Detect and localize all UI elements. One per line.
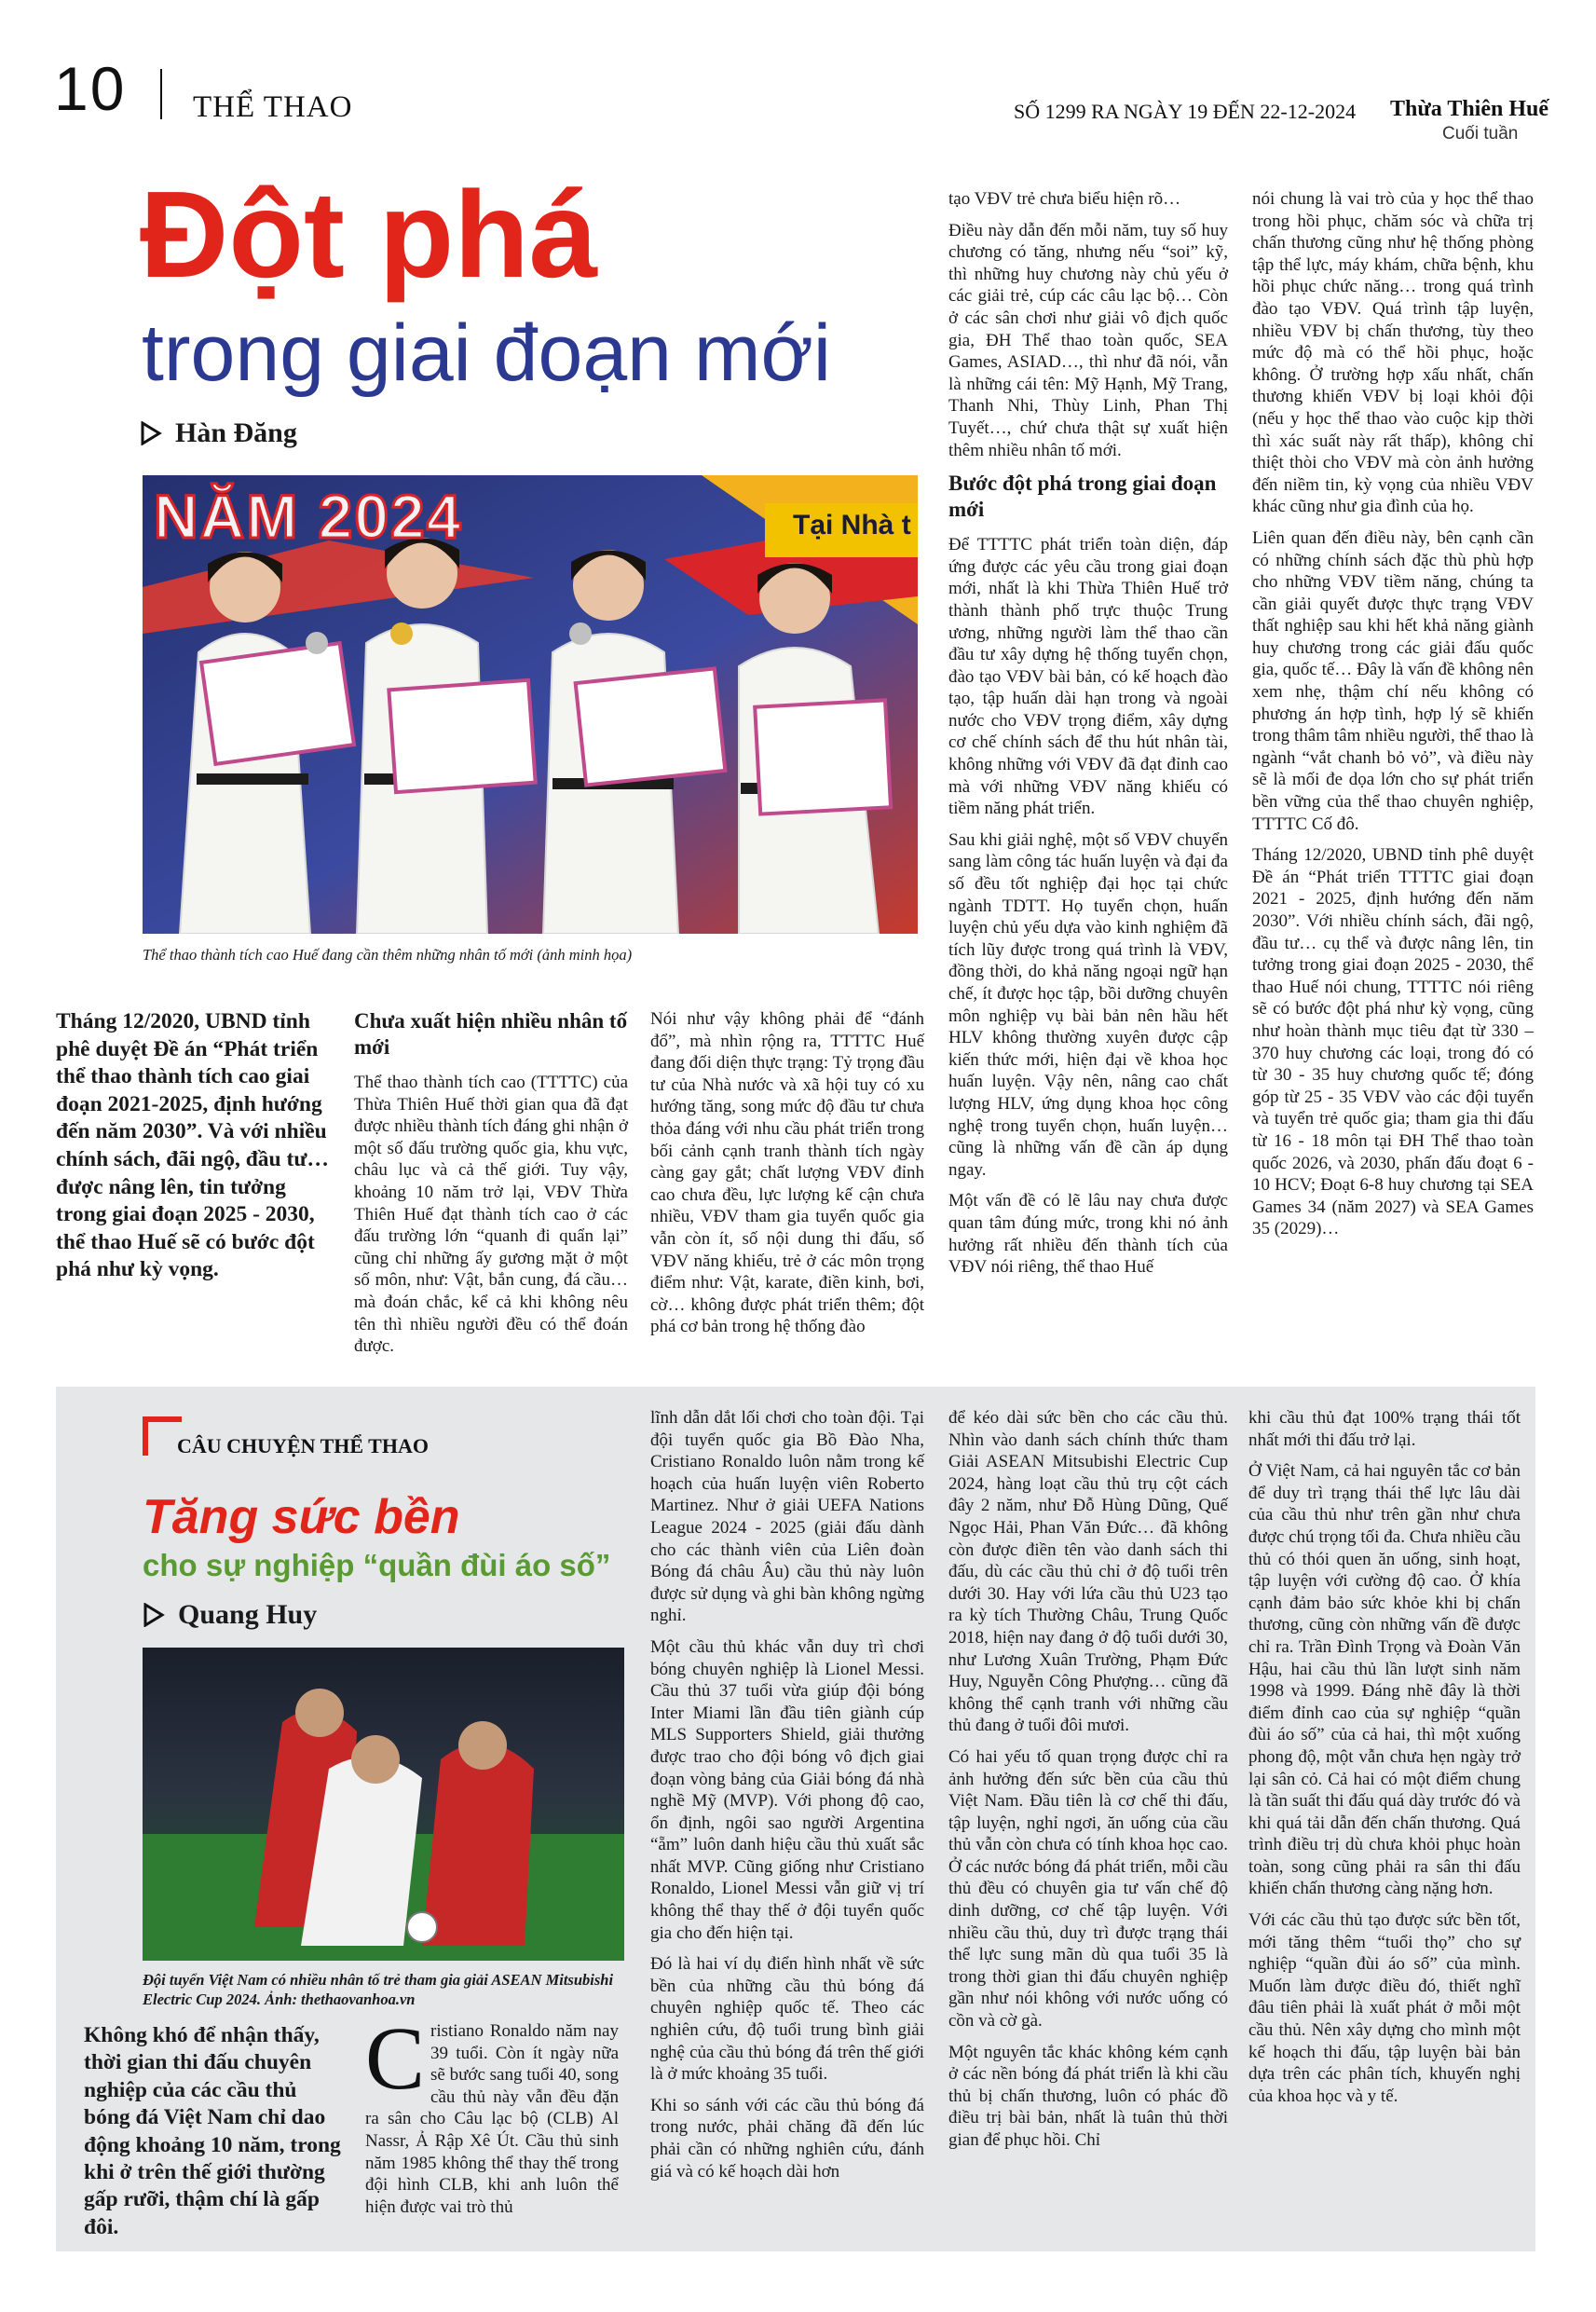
article2-photo: [143, 1648, 624, 1961]
paragraph: Thể thao thành tích cao (TTTTC) của Thừa Thiên Huế thời gian qua đã đạt được nhiều thành tích đáng ghi nhận ở một số đấu trường quốc gia, khu vực, châu lục và cả thế giới. Tuy vậy, khoảng 10 năm trở lại, VĐV Thừa Thiên Huế đạt thành tích cao ở các đấu trường lớn “quanh đi quẩn lại” cũng chỉ những ấy gương mặt ở một số môn, như: Vật, bắn cung, đá cầu… mà đoán chắc, kể cả khi không nêu tên thì nhiều người đều có thể đoán được.: [354, 1073, 628, 1357]
brand-logo: [1390, 97, 1549, 162]
article2-byline: [143, 1599, 317, 1633]
page-number: 10: [54, 54, 127, 123]
paragraph: Với các cầu thủ tạo được sức bền tốt, mới tăng thêm “tuổi thọ” cho sự nghiệp “quần đùi áo số” của mình. Muốn làm được điều đó, thiết nghĩ đâu tiên phải là xuất phát ở mỗi một cầu thủ. Nên xây dựng cho mình một kế hoạch thi đấu, tập luyện bài bản dựa trên các phân tích, khuyến nghị của khoa học và y tế.: [1248, 1910, 1521, 2106]
paragraph: Nói như vậy không phải để “đánh đổ”, mà nhìn rộng ra, TTTTC Huế đang đối diện thực trạng: Tỷ trọng đầu tư của Nhà nước và xã hội tuy có xu hướng tăng, song mức độ đầu tư chưa thỏa đáng với nhu cầu phát triển trong bối cảnh cạnh tranh thành tích ngày càng gay gắt; chất lượng VĐV đỉnh cao chưa đều, lực lượng kế cận chưa nhiều, VĐV tham gia tuyển quốc gia vẫn còn ít, số nội dung thi đấu, số VĐV năng khiếu, trẻ ở các môn trọng điểm như: Vật, karate, điền kinh, bơi, cờ… không được phát triển thêm; đột phá cơ bản trong hệ thống đào: [650, 1009, 924, 1337]
article2-photo-caption: Đội tuyển Việt Nam có nhiều nhân tố trẻ tham gia giải ASEAN Mitsubishi Electric Cup 2024. Ảnh: thethaovanhoa.vn: [143, 1971, 614, 2008]
paragraph: khi cầu thủ đạt 100% trạng thái tốt nhất mới thi đấu trở lại.: [1248, 1408, 1521, 1450]
kicker-bracket-icon: [143, 1416, 182, 1456]
paragraph: Để TTTTC phát triển toàn diện, đáp ứng được các yêu cầu trong giai đoạn mới, nhất là khi Thừa Thiên Huế trở thành thành phố trực thuộc Trung ương, những người làm thể thao cần đầu tư xây dựng hệ thống tuyển chọn, đào tạo VĐV bài bản, có kế hoạch đào tạo, tập huấn dài hạn trong và ngoài nước cho VĐV trọng điểm, xây dựng cơ chế chính sách để thu hút nhân tài, không những với VĐV đã đạt đỉnh cao mà với những VĐV năng khiếu có tiềm năng phát triển.: [948, 535, 1228, 819]
article2-lead: Không khó để nhận thấy, thời gian thi đấu chuyên nghiệp của các cầu thủ bóng đá Việt Nam chỉ dao động khoảng 10 năm, trong khi ở trên thế giới thường gấp rưỡi, thậm chí là gấp đôi.: [84, 2023, 341, 2239]
issue-info: SỐ 1299 RA NGÀY 19 ĐẾN 22-12-2024: [1014, 100, 1357, 123]
article1-byline: [140, 417, 297, 451]
article2-title: Tăng sức bền: [143, 1490, 460, 1544]
article2-kicker-text: CÂU CHUYỆN THỂ THAO: [177, 1434, 429, 1457]
article1-photo-caption: Thể thao thành tích cao Huế đang cần thêm những nhân tố mới (ảnh minh họa): [143, 946, 633, 964]
football-photo-illustration: [143, 1648, 624, 1961]
header-divider: [160, 69, 162, 119]
article1-column-4: [948, 188, 1228, 1288]
photo-banner-text: NĂM 2024: [154, 482, 463, 551]
paragraph: nói chung là vai trò của y học thể thao trong hồi phục, chăm sóc và chữa trị chấn thương cũng như hệ thống phòng tập thể lực, máy khám, chữa bệnh, khu hồi phục chức năng… trong quá trình đào tạo VĐV. Quá trình tập luyện, nhiều VĐV bị chấn thương, tùy theo mức độ mà có thể hồi phục, hoặc không. Ở trường hợp xấu nhất, chấn thương khiến VĐV bị loại khỏi đội (nếu y học thể thao vào cuộc kịp thời thì xác suất này rất thấp), không chỉ thiệt thòi cho VĐV mà còn ảnh hưởng đến niềm tin, kỳ vọng của nhiều VĐV khác cũng như gia đình của họ.: [1252, 189, 1534, 517]
article2-author: Quang Huy: [178, 1599, 318, 1630]
article1-author: Hàn Đăng: [175, 417, 297, 448]
article2-column-4: [948, 1407, 1228, 2161]
paragraph: Liên quan đến điều này, bên cạnh cần có những chính sách đặc thù phù hợp cho những VĐV tiềm năng, chúng ta cần giải quyết được thực trạng VĐV thất nghiệp sau khi hết khả năng giành huy chương trong các giải đấu quốc gia, quốc tế… Đây là vấn đề không nên xem nhẹ, thậm chí nếu không có phương án hợp tình, hợp lý sẽ khiến trong thâm tâm nhiều người, thể thao là ngành “vắt chanh bỏ vỏ”, và điều này sẽ là mối đe dọa lớn cho sự phát triển bền vững của thể thao chuyên nghiệp, TTTTC Cố đô.: [1252, 527, 1534, 834]
paragraph: tạo VĐV trẻ chưa biểu hiện rõ…: [948, 189, 1181, 209]
paragraph: Một nguyên tắc khác không kém cạnh ở các nền bóng đá phát triển là khi cầu thủ bị chấn thương, luôn có phác đồ điều trị bài bản, nhất là tuân thủ thời gian để phục hồi. Chỉ: [948, 2042, 1228, 2150]
article2-subtitle: cho sự nghiệp “quần đùi áo số”: [143, 1548, 611, 1582]
paragraph: Sau khi giải nghệ, một số VĐV chuyển sang làm công tác huấn luyện và đại đa số đều tốt nghiệp đại học tại chức ngành TDTT. Họ tuyển chọn, huấn luyện chủ yếu dựa vào kinh nghiệm đã tích lũy được trong quá trình là VĐV, đồng thời, do khả năng ngoại ngữ hạn chế, ít được học tập, bồi dưỡng chuyên môn nghiệp vụ bài bản nên hầu hết HLV không thường xuyên được cập kiến thức mới, hiện đại về khoa học huấn luyện. Vậy nên, nâng cao chất lượng HLV, ứng dụng khoa học công nghệ trong tuyển chọn, huấn luyện… cũng là những vấn đề cần áp dụng ngay.: [948, 829, 1228, 1180]
page-header: [0, 0, 1596, 144]
article1-column-2: [354, 1003, 628, 1367]
article1-photo: [143, 475, 918, 934]
paragraph: Tháng 12/2020, UBND tỉnh phê duyệt Đề án “Phát triển TTTTC giai đoạn 2021 - 2025, định hướng đến năm 2030”. Với nhiều chính sách, đãi ngộ, đầu tư… cụ thể và được nâng lên, tin tưởng trong giai đoạn 2025 - 2030, thể thao Huế nói chung, TTTTC nói riêng sẽ có bước đột phá như kỳ vọng, cũng như hoàn thành mục tiêu đạt từ 330 – 370 huy chương các loại, trong đó có từ 30 - 35 huy chương quốc tế; đóng góp từ 25 - 35 VĐV vào các đội tuyển và tuyển trẻ quốc gia; tham gia thi đấu từ 16 - 18 môn tại ĐH Thể thao toàn quốc 2026, và 2030, phấn đấu đoạt 6 - 10 HCV; Đoạt 6-8 huy chương tại SEA Games 34 (năm 2027) và SEA Games 35 (2029)…: [1252, 845, 1534, 1239]
photo-banner-right: Tại Nhà t: [793, 510, 911, 540]
paragraph: lĩnh dẫn dắt lối chơi cho toàn đội. Tại đội tuyển quốc gia Bồ Đào Nha, Cristiano Ronaldo luôn nằm trong kế hoạch của huấn luyện viên Roberto Martinez. Như ở giải UEFA Nations League 2024 - 2025 (giải đấu dành cho các thành viên của Liên đoàn Bóng đá châu Âu) cầu thủ này luôn được sử dụng và ghi bàn không ngừng nghỉ.: [650, 1408, 924, 1626]
article2-column-2: [365, 2008, 619, 2227]
paragraph: Một vấn đề có lẽ lâu nay chưa được quan tâm đúng mức, trong khi nó ảnh hưởng rất nhiều đến thành tích của VĐV nói riêng, thể thao Huế: [948, 1191, 1228, 1278]
play-triangle-icon: [140, 421, 162, 445]
brand-top: Thừa Thiên Huế: [1390, 97, 1549, 121]
paragraph: Điều này dẫn đến mỗi năm, tuy số huy chương có tăng, nhưng nếu “soi” kỹ, thì những huy chương này chủ yếu ở các giải trẻ, cúp các câu lạc bộ… Còn ở các sân chơi như giải vô địch quốc gia, ĐH Thể thao toàn quốc, SEA Games, ASIAD…, thì như đã nói, vẫn là những cái tên: Mỹ Hạnh, Mỹ Trang, Thanh Nhi, Thùy Linh, Phan Thị Tuyết…, chứ chưa thật sự xuất hiện thêm nhiều nhân tố mới.: [948, 220, 1228, 460]
article1-subheading-2: Bước đột phá trong giai đoạn mới: [948, 472, 1217, 522]
play-triangle-icon: [143, 1603, 165, 1627]
article1-lead: Tháng 12/2020, UBND tỉnh phê duyệt Đề án “Phát triển thể thao thành tích cao giai đoạn 2021-2025, định hướng đến năm 2030”. Và với nhiều chính sách, đãi ngộ, đầu tư… được nâng lên, tin tưởng trong giai đoạn 2025 - 2030, thể thao Huế sẽ có bước đột phá như kỳ vọng.: [56, 1009, 329, 1282]
paragraph: Có hai yếu tố quan trọng được chỉ ra ảnh hưởng đến sức bền của cầu thủ Việt Nam. Đầu tiên là cơ chế thi đấu, tập luyện, nghỉ ngơi, ăn uống của cầu thủ vẫn còn chưa có tính khoa học cao. Ở các nước bóng đá phát triển, mỗi cầu thủ đều có chuyên gia tư vấn chế độ dinh dưỡng, cơ chế tập luyện. Với nhiều cầu thủ, duy trì được trạng thái thể lực sung mãn dù qua tuổi 35 là trong thời gian thi đấu chuyên nghiệp gần như nói không với nước uống có cồn và cờ gà.: [948, 1746, 1228, 2032]
article2-dropcap: C: [365, 2008, 426, 2108]
article1-column-3: [650, 1008, 924, 1348]
paragraph: Đó là hai ví dụ điển hình nhất về sức bền của những cầu thủ bóng đá chuyên nghiệp quốc tế. Theo các nghiên cứu, độ tuổi trung bình giải nghệ của cầu thủ bóng đá trên thế giới là ở mức khoảng 35 tuổi.: [650, 1954, 924, 2085]
brand-bottom: Cuối tuần: [1442, 124, 1519, 144]
paragraph: Ở Việt Nam, cả hai nguyên tắc cơ bản để duy trì trạng thái thể lực lâu dài của cầu thủ như trên gần như chưa được chú trọng tối đa. Chưa nhiều cầu thủ có thói quen ăn uống, sinh hoạt, tập luyện với cường độ cao. Ở khía cạnh đảm bảo sức khỏe khi bị chấn thương, cũng còn những vấn đề được chỉ ra. Trần Đình Trọng và Đoàn Văn Hậu, hai cầu thủ lần lượt sinh năm 1998 và 1999. Đáng nhẽ đây là thời điểm đỉnh cao của sự nghiệp “quần đùi áo số” của cả hai, thì một xuống phong độ, một vẫn chưa hẹn ngày trở lại sân cỏ. Cả hai có một điểm chung là tần suất thi đấu quá dày trước đó và khi quá tải dẫn đến chấn thương. Quá trình điều trị dù chưa khỏi phục hoàn toàn, song cũng phải ra sân thi đấu khiến chấn thương càng nặng hơn.: [1248, 1461, 1521, 1899]
article2-column-3: [650, 1407, 924, 2192]
paragraph: Một cầu thủ khác vẫn duy trì chơi bóng chuyên nghiệp là Lionel Messi. Cầu thủ 37 tuổi vừa giúp đội bóng Inter Miami lần đầu tiên giành cúp MLS Supporters Shield, giải thưởng được trao cho đội bóng vô địch giai đoạn vòng bảng của Giải bóng đá nhà nghề Mỹ (MVP). Với phong độ cao, ổn định, ngôi sao người Argentina “ẵm” luôn danh hiệu cầu thủ xuất sắc nhất MVP. Cũng giống như Cristiano Ronaldo, Lionel Messi vẫn giữ vị trí không thể thay thế ở đội tuyển quốc gia cho đến hiện tại.: [650, 1636, 924, 1943]
article1-subheading-1: Chưa xuất hiện nhiều nhân tố mới: [354, 1009, 628, 1059]
article1-column-5: [1252, 188, 1534, 1250]
paragraph: Khi so sánh với các cầu thủ bóng đá trong nước, phải chăng đã đến lúc phải cần có những nghiên cứu, đánh giá và có kế hoạch dài hơn: [650, 2095, 924, 2182]
paragraph: ristiano Ronaldo năm nay 39 tuổi. Còn ít ngày nữa sẽ bước sang tuổi 40, song cầu thủ này vẫn đều đặn ra sân cho Câu lạc bộ (CLB) Al Nassr, Ả Rập Xê Út. Cầu thủ sinh năm 1985 không thể thay thế trong đội hình CLB, khi anh luôn thể hiện được vai trò thủ: [365, 2021, 619, 2217]
article2-column-5: [1248, 1407, 1521, 2116]
article1-subtitle: trong giai đoạn mới: [142, 308, 832, 398]
section-label: THỂ THAO: [193, 90, 353, 124]
paragraph: để kéo dài sức bền cho các cầu thủ. Nhìn vào danh sách chính thức tham Giải ASEAN Mitsubishi Electric Cup 2024, hàng loạt cầu thủ trụ cột cách đây 2 năm, như Đỗ Hùng Dũng, Quế Ngọc Hải, Phan Văn Đức… đã không còn được điền tên vào danh sách thi đấu, dù các cầu thủ chỉ ở độ tuổi trên dưới 30. Hay với lứa cầu thủ U23 tạo ra kỳ tích Thường Châu, Trung Quốc 2018, hiện nay đang ở độ tuổi dưới 30, như Lương Xuân Trường, Phạm Đức Huy, Nguyễn Công Phượng… cũng đã không thể cạnh tranh với những cầu thủ đang ở tuổi đôi mươi.: [948, 1408, 1228, 1736]
article1-title: Đột phá: [140, 166, 598, 303]
